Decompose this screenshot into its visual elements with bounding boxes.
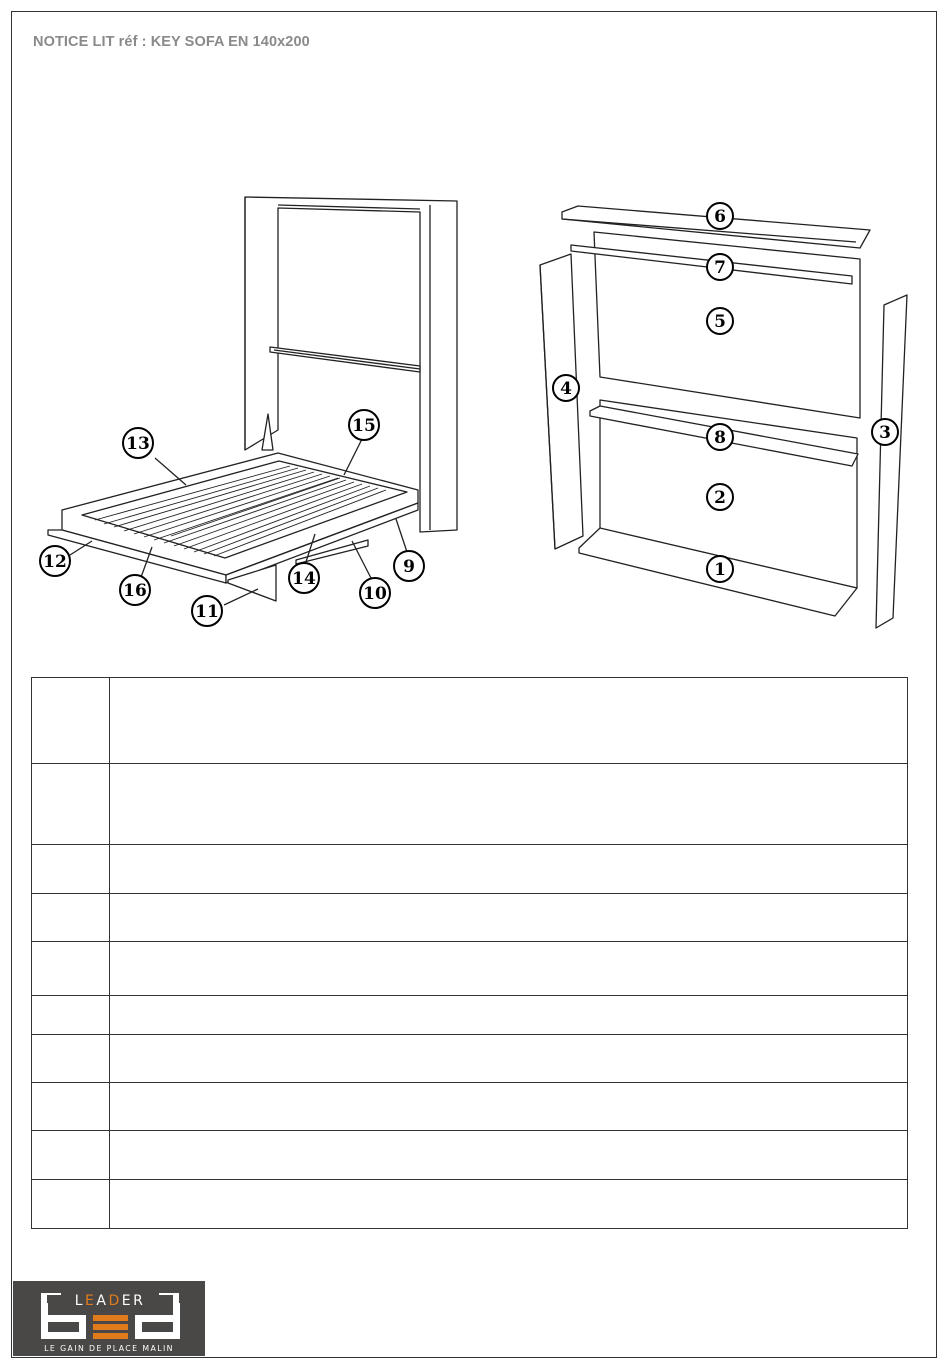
part-number-cell [32, 678, 110, 764]
part-description-cell [110, 942, 908, 996]
svg-text:12: 12 [43, 552, 67, 572]
part-number-cell [32, 1180, 110, 1229]
part-description-cell [110, 678, 908, 764]
svg-text:16: 16 [123, 581, 147, 601]
document-title: NOTICE LIT réf : KEY SOFA EN 140x200 [33, 34, 310, 50]
table-row [32, 942, 908, 996]
part-description-cell [110, 996, 908, 1035]
svg-text:8: 8 [714, 428, 726, 448]
callout-10 [360, 578, 390, 608]
callout-15 [349, 410, 379, 440]
svg-text:10: 10 [363, 584, 387, 604]
callout-2 [707, 484, 733, 510]
svg-text:4: 4 [560, 379, 572, 399]
svg-text:9: 9 [403, 557, 415, 577]
part-number-cell [32, 942, 110, 996]
logo-mark [13, 1281, 205, 1343]
callout-3 [872, 419, 898, 445]
svg-text:1: 1 [714, 560, 726, 580]
table-row [32, 996, 908, 1035]
part-number-cell [32, 1035, 110, 1083]
svg-text:15: 15 [352, 416, 376, 436]
table-row [32, 1083, 908, 1131]
table-row [32, 1035, 908, 1083]
table-row [32, 845, 908, 894]
table-row [32, 1131, 908, 1180]
callout-11 [192, 596, 222, 626]
svg-text:6: 6 [714, 207, 726, 227]
part-description-cell [110, 1083, 908, 1131]
svg-text:11: 11 [195, 602, 219, 622]
table-row [32, 678, 908, 764]
part-description-cell [110, 1035, 908, 1083]
parts-table [31, 677, 908, 1229]
callout-16 [120, 575, 150, 605]
svg-text:13: 13 [126, 434, 150, 454]
part-description-cell [110, 894, 908, 942]
callout-1 [707, 556, 733, 582]
part-description-cell [110, 1180, 908, 1229]
callout-14 [289, 563, 319, 593]
part-number-cell [32, 894, 110, 942]
table-row [32, 894, 908, 942]
callout-13 [123, 428, 153, 458]
svg-text:5: 5 [714, 312, 726, 332]
leader-bed-logo [13, 1281, 205, 1356]
callout-5 [707, 308, 733, 334]
table-row [32, 1180, 908, 1229]
svg-text:7: 7 [714, 258, 726, 278]
callout-9 [394, 551, 424, 581]
assembly-illustration [0, 0, 950, 670]
callout-7 [707, 254, 733, 280]
part-number-cell [32, 764, 110, 845]
callout-6 [707, 203, 733, 229]
part-number-cell [32, 1131, 110, 1180]
part-number-cell [32, 996, 110, 1035]
callout-8 [707, 424, 733, 450]
callout-12 [40, 546, 70, 576]
svg-text:14: 14 [292, 569, 316, 589]
svg-text:3: 3 [879, 423, 891, 443]
assembled-bed-drawing [48, 197, 457, 605]
part-number-cell [32, 845, 110, 894]
svg-text:LEADER: LEADER [74, 1293, 146, 1309]
logo-tagline: LE GAIN DE PLACE MALIN [44, 1344, 174, 1353]
svg-text:2: 2 [714, 488, 726, 508]
part-number-cell [32, 1083, 110, 1131]
part-description-cell [110, 764, 908, 845]
table-row [32, 764, 908, 845]
part-description-cell [110, 845, 908, 894]
part-description-cell [110, 1131, 908, 1180]
callout-4 [553, 375, 579, 401]
